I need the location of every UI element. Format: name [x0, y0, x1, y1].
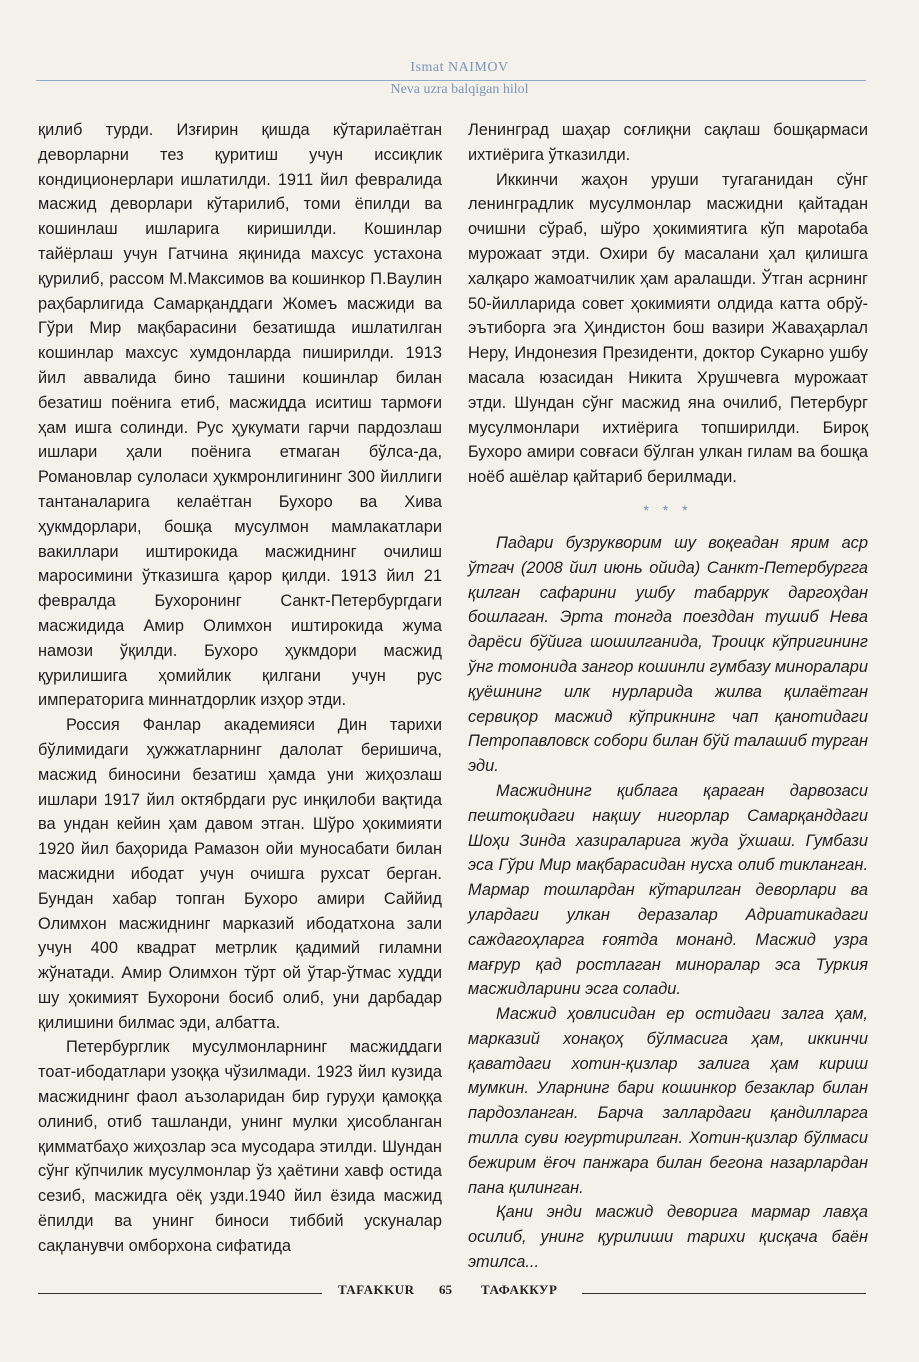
italic-paragraph: Масжид ҳовлисидан ер остидаги залга ҳам, марказий хонақоҳ бўлмасига ҳам, иккинчи қаватдаги хотин-қизлар залига ҳам кириш мумкин. Уларнинг бари кошинкор безаклар билан пардозланган. Барча заллардаги қандилларга тилла суви югуртирилган. Хотин-қизлар бўлмаси бежирим ёғоч панжара билан бегона назарлардан пана қилинган. — [468, 1005, 868, 1197]
header-subtitle: Neva uzra balqigan hilol — [390, 82, 529, 97]
page-number: 65 — [439, 1282, 452, 1297]
header-divider — [36, 80, 866, 81]
left-column — [38, 118, 442, 1259]
body-paragraph: Ленинград шаҳар соғлиқни сақлаш бошқармаси ихтиёрига ўтказилди. — [468, 121, 868, 164]
italic-paragraph: Масжиднинг қиблага қараган дарвозаси пештоқидаги нақшу нигорлар Самарқанддаги Шоҳи Зинда хазираларига жуда ўхшаш. Гумбази эса Гўри Мир мақбарасидан нусха олиб тикланган. Мармар тошлардан кўтарилган деворлари ва улардаги улкан деразалар Адриатикадаги саждагоҳларга ғоятда монанд. Масжид узра мағрур қад ростлаган миноралар эса Туркия масжидларини эсга солади. — [468, 781, 868, 999]
footer-journal-latin: TAFAKKUR — [338, 1282, 415, 1297]
body-paragraph: Петербурглик мусулмонларнинг масжиддаги тоат-ибодатлари узоққа чўзилмади. 1923 йил кузида масжиднинг фаол аъзоларидан бир гуруҳи қамоққа олиниб, отиб ташланди, унинг мулки ҳисобланган қимматбаҳо жиҳозлар эса мусодара этилди. Шундан сўнг кўпчилик мусулмонлар ўз ҳаётини хавф остида сезиб, масжидга оёқ узди.1940 йил ёзида масжид ёпилди ва унинг биноси тиббий ускуналар сақланувчи омборхона сифатида — [38, 1038, 442, 1255]
header-author: Ismat NAIMOV — [410, 60, 509, 75]
italic-paragraph: Қани энди масжид деворига мармар лавҳа осилиб, унинг қурилиши тарихи қисқача баён этилса... — [468, 1203, 868, 1272]
footer-journal-cyrillic: ТАФАККУР — [481, 1282, 558, 1297]
italic-paragraph: Падари бузрукворим шу воқеадан ярим аср ўтгач (2008 йил июнь ойида) Санкт-Петербургга қилган сафарини ушбу табаррук даргоҳдан бошлаган. Эрта тонгда поезддан тушиб Нева дарёси бўйига шошилганида, Троицк кўпригининг ўнг томонида зангор кошинли гумбазу миноралари қуёшнинг илк нурларида жилва қилаётган сервиқор масжид кўприкнинг чап қанотидаги Петропавловск собори билан бўй талашиб турган эди. — [468, 533, 868, 776]
body-paragraph: Иккинчи жаҳон уруши тугаганидан сўнг ленинградлик мусулмонлар масжидни қайтадан очишни сўраб, шўро ҳокимиятига кўп марotaба мурожаат этди. Охири бу масалани ҳал қилишга халқаро жамоатчилик ҳам аралашди. Ўтган асрнинг 50-йилларида совет ҳокимияти олдида катта обрў-эътиборга эга Ҳиндистон бош вазири Жаваҳарлал Неру, Индонезия Президенти, доктор Сукарно ушбу масала юзасидан Никита Хрушчевга мурожаат этди. Шундан сўнг масжид яна очилиб, Петербург мусулмонлари ихтиёрига топширилди. Бироқ Бухоро амири совғаси бўлган улкан гилам ва бошқа ноёб ашёлар қайтариб берилмади. — [468, 170, 868, 487]
footer-rule-right — [582, 1293, 866, 1294]
right-column — [468, 118, 868, 1275]
body-paragraph: қилиб турди. Изғирин қишда кўтарилаётган деворларни тез қуритиш учун иссиқлик кондиционерлари ишлатилди. 1911 йил февралида масжид деворлари кўтарилиб, томи ёпилди ва кошинлаш ишларига киришилди. Кошинлар тайёрлаш учун Гатчина яқинида махсус устахона қурилиб, рассом М.Максимов ва кошинкор П.Ваулин раҳбарлигида Самарқанддаги Жомеъ масжиди ва Гўри Мир мақбарасини безатишда ишлатилган кошинлар махсус хумдонларда пиширилди. 1913 йил аввалида бино ташини кошинлар билан безатиш поёнига етиб, масжидда иситиш тармоғи ҳам ишга солинди. Рус ҳукумати гарчи пардозлаш ишлари ҳали поёнига етмаган бўлса-да, Романовлар сулоласи ҳукмронлигининг 300 йиллиги тантаналарига келаётган Бухоро ва Хива ҳукмдорлари, бошқа мусулмон мамлакатлари вакиллари иштирокида масжиднинг очилиш маросимини ўтказишга қарор қилди. 1913 йил 21 февралда Бухоронинг Санкт-Петербургдаги масжидида Амир Олимхон иштирокида жума намози ўқилди. Бухоро ҳукмдори масжид қурилишига ҳомийлик қилгани учун рус императорига миннатдорлик изҳор этди. — [38, 121, 442, 710]
body-paragraph: Россия Фанлар академияси Дин тарихи бўлимидаги ҳужжатларнинг далолат беришича, масжид биносини безатиш ҳамда уни жиҳозлаш ишлари 1917 йил октябрдаги рус инқилоби вақтида ва ундан кейин ҳам давом этган. Шўро ҳокимияти 1920 йил баҳорида Рамазон ойи муносабати билан масжидни ибодат учун очишга рухсат берган. Бундан хабар топган Бухоро амири Саййид Олимхон масжиднинг марказий ибодатхона зали учун 400 квадрат метрлик қадимий гиламни жўнатади. Амир Олимхон тўрт ой ўтар-ўтмас худди шу ҳокимият Бухорони босиб олиб, уни дарбадар қилишини билмас эди, албатта. — [38, 716, 442, 1032]
section-separator: * * * — [643, 501, 693, 518]
footer-rule-left — [38, 1293, 322, 1294]
